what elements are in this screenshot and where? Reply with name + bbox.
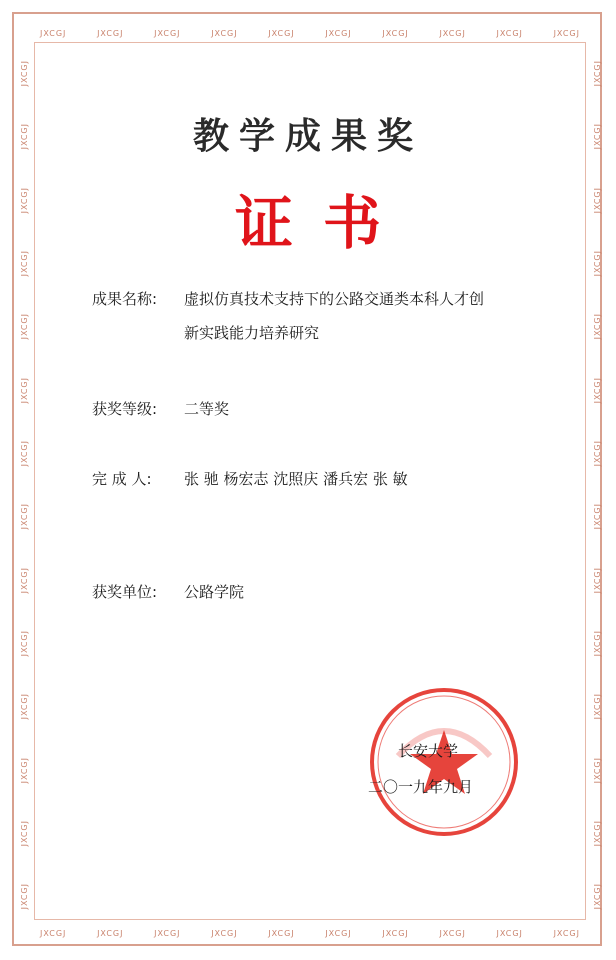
completed-by-field	[92, 462, 408, 496]
border-text: JXCGJ	[19, 883, 29, 910]
border-text: JXCGJ	[553, 28, 580, 38]
border-text: JXCGJ	[19, 186, 29, 214]
border-text: JXCGJ	[382, 928, 409, 938]
border-text: JXCGJ	[496, 28, 523, 38]
border-text: JXCGJ	[154, 928, 181, 938]
border-text: JXCGJ	[268, 928, 295, 938]
border-text: JXCGJ	[592, 566, 602, 594]
border-text: JXCGJ	[211, 28, 238, 38]
border-text: JXCGJ	[19, 503, 29, 530]
border-text: JXCGJ	[325, 928, 352, 938]
border-text: JXCGJ	[439, 928, 466, 938]
border-text: JXCGJ	[19, 566, 29, 594]
achievement-name-value-line2: 新实践能力培养研究	[184, 324, 320, 342]
border-text: JXCGJ	[592, 756, 602, 784]
border-text: JXCGJ	[19, 313, 29, 340]
border-text: JXCGJ	[592, 820, 602, 847]
achievement-name-label: 成果名称:	[92, 290, 158, 308]
border-text: JXCGJ	[19, 756, 29, 784]
achievement-name-value-line1: 虚拟仿真技术支持下的公路交通类本科人才创	[184, 290, 485, 308]
official-seal	[368, 686, 520, 838]
border-text: JXCGJ	[592, 693, 602, 720]
border-text: JXCGJ	[439, 28, 466, 38]
border-text: JXCGJ	[592, 250, 602, 277]
border-text: JXCGJ	[19, 630, 29, 657]
border-pattern-top	[40, 26, 580, 40]
issuing-organization: 长安大学	[398, 742, 459, 760]
award-unit-label: 获奖单位:	[92, 583, 158, 601]
border-text: JXCGJ	[592, 313, 602, 340]
award-level-label: 获奖等级:	[92, 400, 158, 418]
border-pattern-bottom	[40, 926, 580, 940]
border-text: JXCGJ	[553, 928, 580, 938]
completed-by-value: 张 驰 杨宏志 沈照庆 潘兵宏 张 敏	[184, 470, 408, 488]
certificate-subtitle: 证书	[234, 189, 411, 257]
border-text: JXCGJ	[19, 820, 29, 847]
border-text: JXCGJ	[19, 376, 29, 404]
border-text: JXCGJ	[592, 60, 602, 87]
border-text: JXCGJ	[19, 60, 29, 87]
border-text: JXCGJ	[592, 440, 602, 467]
border-text: JXCGJ	[592, 376, 602, 404]
award-unit-field	[92, 575, 244, 609]
achievement-name-field	[92, 282, 552, 350]
border-text: JXCGJ	[592, 630, 602, 657]
border-text: JXCGJ	[154, 28, 181, 38]
border-text: JXCGJ	[592, 503, 602, 530]
border-text: JXCGJ	[268, 28, 295, 38]
border-text: JXCGJ	[592, 883, 602, 910]
border-text: JXCGJ	[97, 928, 124, 938]
border-text: JXCGJ	[40, 28, 67, 38]
award-level-value: 二等奖	[184, 400, 230, 418]
border-text: JXCGJ	[592, 186, 602, 214]
border-text: JXCGJ	[496, 928, 523, 938]
issue-date: 二〇一九年九月	[368, 778, 474, 796]
border-text: JXCGJ	[19, 693, 29, 720]
border-text: JXCGJ	[19, 250, 29, 277]
border-text: JXCGJ	[40, 928, 67, 938]
award-level-field	[92, 392, 229, 426]
border-text: JXCGJ	[19, 440, 29, 467]
border-text: JXCGJ	[592, 123, 602, 150]
border-text: JXCGJ	[382, 28, 409, 38]
certificate-title: 教学成果奖	[192, 115, 423, 157]
border-text: JXCGJ	[97, 28, 124, 38]
border-text: JXCGJ	[325, 28, 352, 38]
border-text: JXCGJ	[19, 123, 29, 150]
border-text: JXCGJ	[211, 928, 238, 938]
award-unit-value: 公路学院	[184, 583, 245, 601]
completed-by-label: 完 成 人:	[92, 470, 152, 488]
